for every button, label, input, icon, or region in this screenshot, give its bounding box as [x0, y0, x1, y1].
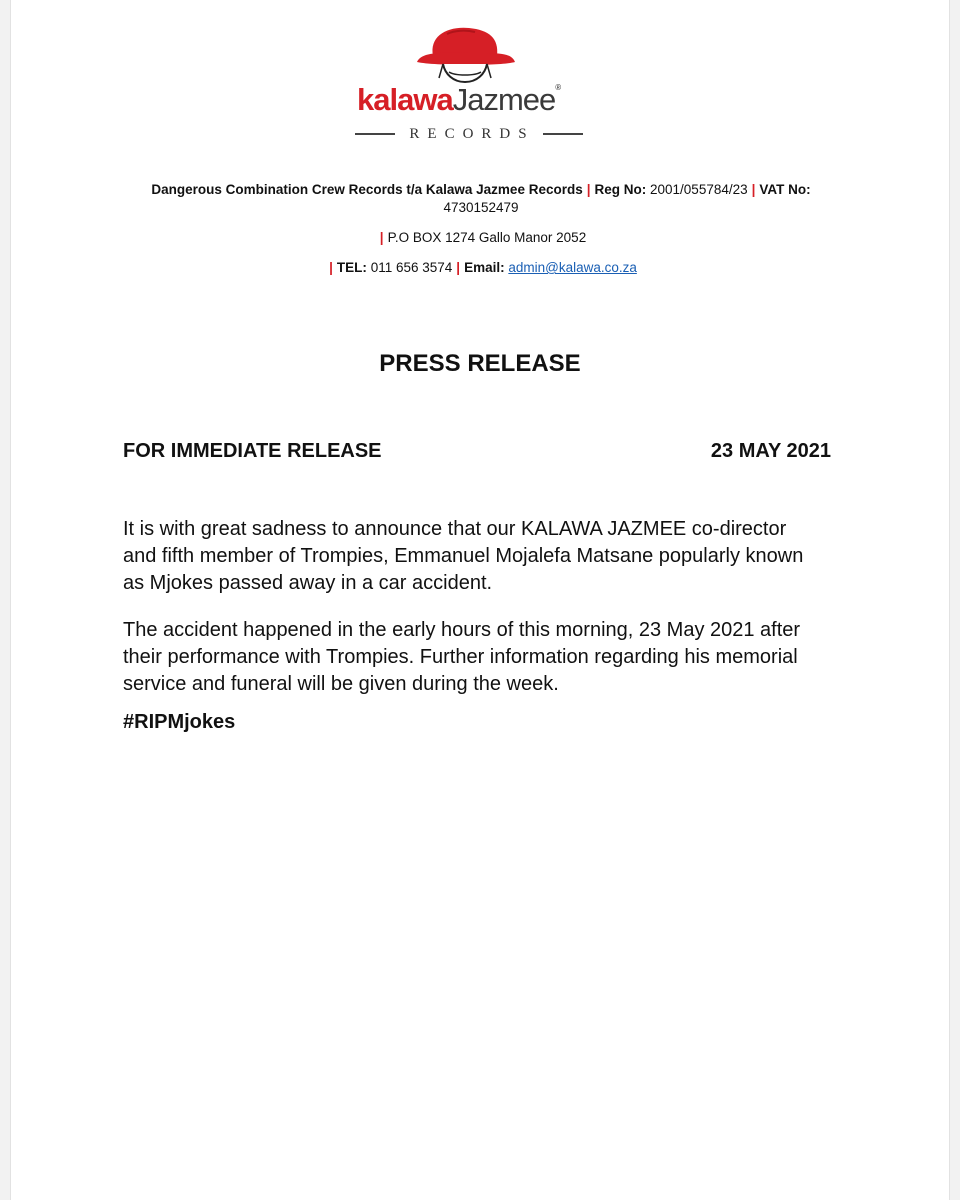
vat-label: VAT No: — [759, 182, 811, 197]
company-name: Dangerous Combination Crew Records t/a Kalawa Jazmee Records — [151, 182, 583, 197]
announcement-paragraph: It is with great sadness to announce that our KALAWA JAZMEE co-director and fifth member of Trompies, Emmanuel Mojalefa Matsane popularly known as Mjokes passed away in a car accident. — [123, 518, 804, 594]
records-left-rule — [355, 133, 395, 135]
kalawa-jazmee-logo — [351, 22, 601, 152]
immediate-release-label: FOR IMMEDIATE RELEASE — [123, 440, 382, 462]
po-box: P.O BOX 1274 Gallo Manor 2052 — [387, 230, 587, 245]
press-release-title: PRESS RELEASE — [379, 350, 581, 377]
separator: | — [751, 182, 756, 197]
release-date: 23 MAY 2021 — [710, 440, 831, 462]
records-subtitle: RECORDS — [409, 125, 535, 142]
separator: | — [456, 260, 461, 275]
brand-part-jazmee: Jazmee — [452, 82, 556, 117]
vat-value: 4730152479 — [443, 200, 519, 215]
reg-value: 2001/055784/23 — [650, 182, 748, 197]
records-right-rule — [543, 133, 583, 135]
separator: | — [586, 182, 591, 197]
tel-value: 011 656 3574 — [370, 260, 453, 275]
release-header-row — [123, 440, 831, 463]
reg-label: Reg No: — [594, 182, 647, 197]
po-box-line — [111, 229, 851, 247]
accident-details-paragraph: The accident happened in the early hours of this morning, 23 May 2021 after their performance with Trompies. Further information regarding his memorial service and funeral will be given during the week. — [123, 619, 801, 695]
company-registration-line — [111, 181, 851, 217]
brand-wordmark — [357, 84, 597, 115]
tel-label: TEL: — [336, 260, 367, 275]
email-link[interactable]: admin@kalawa.co.za — [508, 260, 637, 275]
tel-email-line — [111, 259, 851, 277]
separator: | — [379, 230, 384, 245]
registered-mark: ® — [555, 83, 561, 92]
records-subtitle-row — [351, 124, 587, 144]
separator: | — [329, 260, 333, 275]
brand-part-kalawa: kalawa — [357, 82, 453, 117]
email-label: Email: — [464, 260, 505, 275]
document-page — [10, 0, 950, 1200]
hashtag: #RIPMjokes — [123, 711, 236, 733]
